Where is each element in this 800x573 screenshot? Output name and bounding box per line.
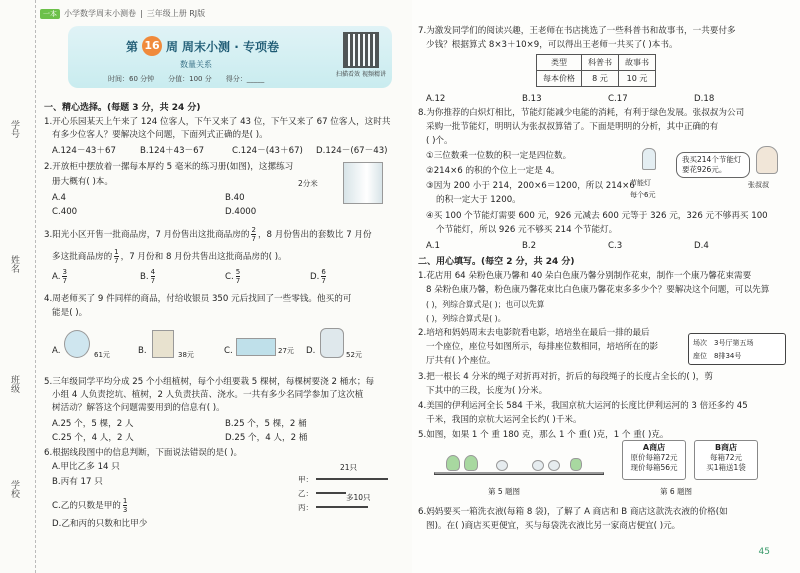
- movie-ticket: [688, 333, 786, 365]
- week-suffix: 周: [166, 39, 179, 54]
- q7-option-a[interactable]: A.12: [426, 94, 446, 104]
- fill-2-line3[interactable]: 厅共有( )个座位。: [426, 356, 496, 366]
- question-3-line2: [52, 248, 287, 265]
- energy-saving-lamp-image: [642, 148, 656, 170]
- table-header: 科普书: [582, 55, 619, 71]
- book-price: 27元: [278, 347, 294, 355]
- q8-statement-4: ④买 100 个节能灯需要 600 元，926 元减去 600 元等于 326 元，326 元不够再买 100: [426, 211, 768, 221]
- q4-option-c[interactable]: C.: [224, 346, 233, 356]
- q2-option-d[interactable]: D.4000: [225, 207, 257, 217]
- q6-option-a[interactable]: A.甲比乙多 14 只: [52, 462, 120, 472]
- store-b-title: B商店: [714, 443, 738, 452]
- q3-text-c: 多这批商品房的: [52, 252, 113, 262]
- segment-label-c: 丙：: [298, 503, 313, 512]
- backpack-price: 52元: [346, 351, 362, 359]
- title-banner: [68, 26, 392, 88]
- table-cell: 10 元: [619, 71, 656, 87]
- fill-3-line1[interactable]: 3.把一根长 4 分米的绳子对折再对折，折后的每段绳子的长度占全长的( )，剪: [418, 372, 713, 382]
- q6-option-b[interactable]: B.丙有 17 只: [52, 477, 103, 487]
- question-4-line2: 能是( )。: [52, 308, 88, 318]
- question-3-line1: [44, 226, 372, 243]
- q3-option-c[interactable]: [225, 268, 240, 285]
- segment-more-label: 多10只: [346, 493, 371, 502]
- question-4-line1: 4.周老师买了 9 件同样的商品，付给收银员 350 元后找回了一些零钱。他买的可: [44, 294, 352, 304]
- ticket-session: 场次 3号厅第五场: [693, 339, 754, 347]
- ticket-seat: 座位 8排34号: [693, 352, 742, 360]
- apple-icon: [548, 460, 560, 471]
- school-label: 学校: [9, 480, 19, 498]
- store-b-card: [694, 440, 758, 480]
- store-b-price: 每箱72元: [709, 453, 743, 462]
- book-header: [40, 8, 205, 19]
- fill-3-line2[interactable]: 下其中的三段，长度为( )分米。: [426, 386, 548, 396]
- header-divider: |: [140, 9, 143, 18]
- q6-option-c[interactable]: [52, 497, 127, 514]
- q1-option-d[interactable]: D.124－(67－43): [316, 146, 388, 156]
- section-2-heading: 二、用心填写。(每空 2 分，共 24 分): [418, 257, 575, 267]
- store-a-card: [622, 440, 686, 480]
- qr-label: 扫描看效 视频精讲: [336, 71, 386, 78]
- segment-c: [316, 506, 368, 508]
- option-letter: C.: [225, 272, 234, 282]
- quiz-title: 周末小测 · 专项卷: [182, 39, 279, 54]
- table-header: 类型: [537, 55, 582, 71]
- q5-option-a[interactable]: A.25 个，5 棵，2 人: [52, 419, 134, 429]
- question-8-line1: 8.为你推荐的白炽灯相比，节能灯能减少电能的消耗，有利于绿色发展。张叔叔为公司: [418, 108, 745, 118]
- q8-statement-1: ①三位数乘一位数的积一定是四位数。: [426, 151, 572, 161]
- store-a-original-price: 原价每箱72元: [630, 453, 678, 462]
- q4-option-b[interactable]: B.: [138, 346, 147, 356]
- publisher-logo: 一本: [40, 9, 60, 19]
- q8-option-d[interactable]: D.4: [694, 241, 709, 251]
- q8-statement-2: ②214×6 的积的个位上一定是 4。: [426, 166, 560, 176]
- fill-1-line3[interactable]: ( )，列综合算式是( )；也可以先算: [426, 300, 545, 309]
- fill-4-line1: 4.美国的伊利运河全长 584 千米，我国京杭大运河的长度比伊利运河的 3 倍还多约 45: [418, 401, 748, 411]
- fraction-num: 3: [62, 268, 67, 276]
- q7-option-b[interactable]: B.13: [522, 94, 542, 104]
- score-field: 得分：_____: [225, 75, 265, 83]
- person-label: 张叔叔: [748, 181, 769, 189]
- book-image: [236, 338, 276, 356]
- fraction-den: 7: [235, 277, 241, 285]
- workbook-stack-image: [343, 162, 383, 204]
- fill-1-line2: 8 朵粉色康乃馨，粉色康乃馨花束比白色康乃馨花束多多少个？要解决这个问题，可以先算: [426, 285, 770, 295]
- question-2-line2: 册大概有( )本。: [52, 177, 113, 187]
- store-a-title: A商店: [642, 443, 666, 452]
- q3-option-b[interactable]: [140, 268, 155, 285]
- apple-icon: [532, 460, 544, 471]
- series-title: 小学数学周末小测卷: [64, 9, 136, 18]
- question-1-line2: 有多少位客人？要解决这个问题，下面列式正确的是( )。: [52, 130, 268, 140]
- q8-option-a[interactable]: A.1: [426, 241, 440, 251]
- q7-option-d[interactable]: D.18: [694, 94, 715, 104]
- fraction-den: 7: [150, 277, 156, 285]
- q4-option-d[interactable]: D.: [306, 346, 316, 356]
- option-letter: A.: [52, 272, 61, 282]
- fraction-den: 7: [62, 277, 67, 285]
- class-label: 班级: [9, 375, 19, 393]
- globe-image: [64, 330, 90, 358]
- q3-option-d[interactable]: [310, 268, 326, 285]
- lamp-price-label: 每个6元: [630, 191, 656, 199]
- table-header: 故事书: [619, 55, 656, 71]
- fraction-num: 1: [114, 248, 119, 256]
- pineapple-icon: [464, 455, 478, 471]
- question-8-line3: ( )个。: [426, 136, 453, 146]
- page-number: 45: [758, 547, 770, 557]
- q1-option-c[interactable]: C.124－(43＋67): [232, 146, 303, 156]
- speech-bubble: 我买214个节能灯要花926元。: [676, 152, 750, 178]
- q8-statement-4b: 个节能灯，所以 926 元不够买 214 个节能灯。: [436, 225, 618, 235]
- q3-option-a[interactable]: [52, 268, 67, 285]
- fill-4-line2[interactable]: 千米，我国的京杭大运河全长约( )千米。: [426, 415, 582, 425]
- fraction-num: 1: [122, 497, 128, 505]
- q8-option-c[interactable]: C.3: [608, 241, 623, 251]
- store-a-current-price: 现价每箱56元: [630, 463, 678, 472]
- option-letter: B.: [140, 272, 149, 282]
- fraction-num: 4: [150, 268, 156, 276]
- segment-a: [316, 478, 388, 480]
- fill-2-line1: 2.培培和妈妈周末去电影院看电影，培培坐在最后一排的最后: [418, 328, 650, 338]
- segment-top-label: 21只: [340, 463, 358, 472]
- question-6: 6.根据线段图中的信息判断，下面说法错误的是( )。: [44, 448, 243, 458]
- grade-label: 三年级上册 RJ版: [146, 9, 206, 18]
- segment-label-a: 甲：: [298, 475, 313, 484]
- globe-price: 61元: [94, 351, 110, 359]
- page-title: [126, 36, 279, 56]
- segment-label-b: 乙：: [298, 489, 313, 498]
- q2-option-b[interactable]: B.40: [225, 193, 245, 203]
- question-5-line3: 树活动？解答这个问题需要用到的信息有( )。: [52, 403, 225, 413]
- name-label: 姓名: [9, 255, 19, 273]
- fill-1-line1: 1.花店用 64 朵粉色康乃馨和 40 朵白色康乃馨分别制作花束，制作一个康乃馨花束需要: [418, 271, 752, 281]
- q7-option-c[interactable]: C.17: [608, 94, 628, 104]
- q5-option-b[interactable]: B.25 个，5 棵，2 桶: [225, 419, 307, 429]
- height-label: 2分米: [298, 179, 318, 188]
- binding-margin: [0, 0, 36, 573]
- fill-1-line4[interactable]: ( )，列综合算式是( )。: [426, 314, 506, 323]
- q8-option-b[interactable]: B.2: [522, 241, 537, 251]
- fraction-den: 3: [122, 506, 128, 514]
- q3-text-b: ，8 月份售出的套数比 7 月份: [257, 230, 372, 240]
- lamp-label: 节能灯: [630, 179, 651, 187]
- question-8-line2: 采购一批节能灯，明明认为张叔叔算错了。下面是明明的分析，其中正确的有: [426, 122, 719, 132]
- q6-option-c-text: C.乙的只数是甲的: [52, 501, 121, 511]
- question-5-line2: 小组 4 人负责挖坑、植树，2 人负责扶苗、浇水。一共有多少名同学参加了这次植: [52, 390, 364, 400]
- backpack-image: [320, 328, 344, 358]
- section-1-heading: 一、精心选择。(每题 3 分，共 24 分): [44, 103, 201, 113]
- option-letter: D.: [310, 272, 320, 282]
- week-prefix: 第: [126, 39, 139, 54]
- apple-icon: [496, 460, 508, 471]
- question-7-line2: 少钱？根据算式 8×3＋10×9，可以得出王老师一共买了( )本书。: [426, 40, 678, 50]
- q5-option-c[interactable]: C.25 个，4 人，2 人: [52, 433, 134, 443]
- quiz-info: [108, 74, 264, 84]
- question-1-line1: 1.开心乐园某天上午来了 124 位客人，下午又来了 43 位，下午又来了 67 位客人，这时共: [44, 117, 391, 127]
- fraction-num: 2: [251, 226, 256, 234]
- uncle-zhang-avatar: [756, 146, 778, 174]
- week-number-badge: 16: [142, 36, 162, 56]
- quiz-subtitle: 数量关系: [180, 60, 212, 69]
- q8-statement-3: ③因为 200 小于 214，200×6＝1200，所以 214×6: [426, 181, 635, 191]
- right-page: [412, 0, 800, 573]
- fill-2-line2: 一个座位，座位号如图所示，每排座位数相同，培培所在的影: [426, 342, 659, 352]
- fraction-den: 7: [251, 235, 256, 243]
- time-info: 时间：60 分钟: [108, 75, 155, 83]
- q2-option-a[interactable]: A.4: [52, 193, 66, 203]
- total-score-info: 分值：100 分: [168, 75, 212, 83]
- fraction-den: 7: [114, 257, 119, 265]
- q6-option-d[interactable]: D.乙和丙的只数和比甲少: [52, 519, 148, 529]
- fill-5[interactable]: 5.如图，如果 1 个 重 180 克，那么 1 个 重( )克，1 个 重( )克。: [418, 430, 669, 440]
- table-cell: 每本价格: [537, 71, 582, 87]
- desk-lamp-image: [152, 330, 174, 358]
- q2-option-c[interactable]: C.400: [52, 207, 78, 217]
- q3-text-a: 3.阳光小区开售一批商品房，7 月份售出这批商品房的: [44, 230, 250, 240]
- question-7-line1: 7.为激发同学们的阅读兴趣，王老师在书店挑选了一些科普书和故事书，一共要付多: [418, 26, 736, 36]
- student-id-label: 学号: [9, 120, 19, 138]
- figure-5-caption: 第 5 题图: [488, 487, 521, 496]
- fraction-num: 6: [321, 268, 326, 276]
- fraction-den: 7: [321, 277, 326, 285]
- q4-option-a[interactable]: A.: [52, 346, 61, 356]
- q3-text-d: ，7 月份和 8 月份共售出这批商品房的( )。: [120, 252, 287, 262]
- store-b-offer: 买1箱送1袋: [706, 463, 746, 472]
- pineapple-icon: [570, 458, 582, 471]
- q8-statement-3b: 的积一定大于 1200。: [436, 195, 521, 205]
- scale-beam: [434, 472, 604, 475]
- pineapple-icon: [446, 455, 460, 471]
- figure-6-caption: 第 6 题图: [660, 487, 693, 496]
- question-5-line1: 5.三年级同学平均分成 25 个小组植树，每个小组要栽 5 棵树，每棵树要浇 2 桶水；每: [44, 377, 375, 387]
- fraction-num: 5: [235, 268, 241, 276]
- book-price-table: [536, 54, 656, 87]
- q1-option-a[interactable]: A.124－43＋67: [52, 146, 116, 156]
- fill-6-line2[interactable]: 图)。在( )商店买更便宜，买与每袋洗衣液比另一家商店便宜( )元。: [426, 521, 681, 531]
- qr-code-icon[interactable]: [343, 32, 379, 68]
- fill-6-line1: 6.妈妈要买一箱洗衣液(每箱 8 袋)，了解了 A 商店和 B 商店这款洗衣液的价格(如: [418, 507, 728, 517]
- question-2-line1: 2.开放柜中摆放着一摞每本厚约 5 毫米的练习册(如图)，这摞练习: [44, 162, 294, 172]
- lamp-price: 38元: [178, 351, 194, 359]
- segment-b: [316, 492, 346, 494]
- table-cell: 8 元: [582, 71, 619, 87]
- q5-option-d[interactable]: D.25 个，4 人，2 桶: [225, 433, 308, 443]
- q1-option-b[interactable]: B.124＋43－67: [140, 146, 205, 156]
